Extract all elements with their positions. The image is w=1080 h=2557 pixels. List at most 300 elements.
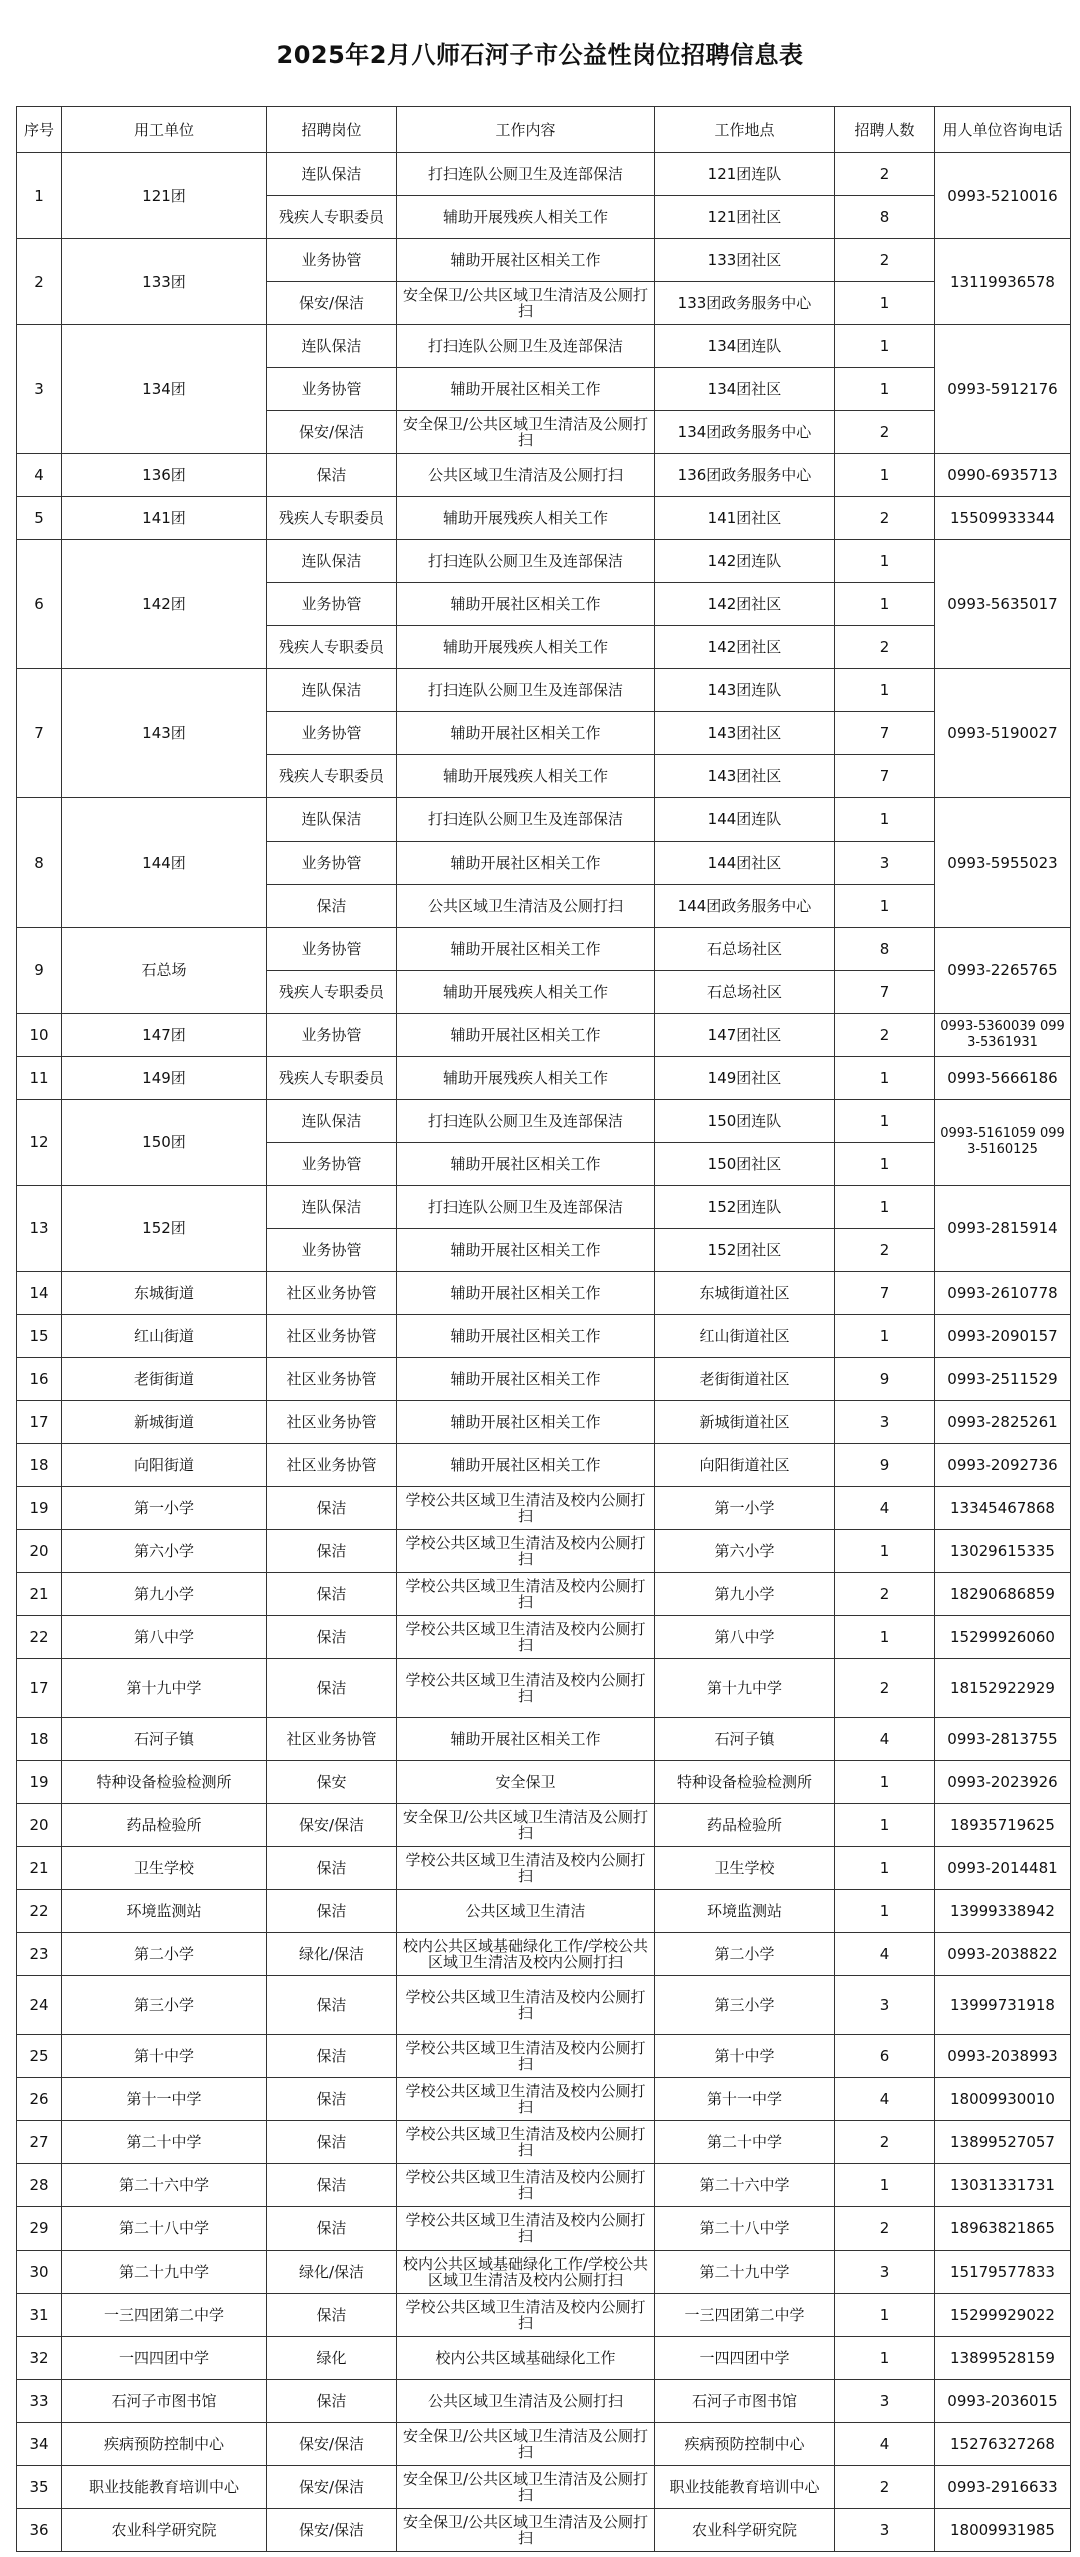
position-cell: 保洁: [267, 1530, 397, 1573]
position-cell: 连队保洁: [267, 153, 397, 196]
job-content-cell: 辅助开展社区相关工作: [397, 1142, 655, 1185]
position-cell: 保洁: [267, 1659, 397, 1718]
position-cell: 保洁: [267, 1573, 397, 1616]
row-number-cell: 30: [17, 2250, 62, 2293]
employer-cell: 老街街道: [62, 1357, 267, 1400]
work-location-cell: 第一小学: [655, 1486, 835, 1529]
headcount-cell: 4: [835, 1718, 935, 1761]
table-row: [17, 1890, 1071, 1933]
work-location-cell: 134团政务服务中心: [655, 411, 835, 454]
row-number-cell: 19: [17, 1486, 62, 1529]
table-row: [17, 1314, 1071, 1357]
job-content-cell: 安全保卫/公共区域卫生清洁及公厕打扫: [397, 2465, 655, 2508]
job-content-cell: 学校公共区域卫生清洁及校内公厕打扫: [397, 1530, 655, 1573]
job-content-cell: 打扫连队公厕卫生及连部保洁: [397, 669, 655, 712]
position-cell: 残疾人专职委员: [267, 196, 397, 239]
headcount-cell: 7: [835, 1271, 935, 1314]
position-cell: 保洁: [267, 2293, 397, 2336]
employer-cell: 向阳街道: [62, 1443, 267, 1486]
row-number-cell: 14: [17, 1271, 62, 1314]
position-cell: 保洁: [267, 2121, 397, 2164]
headcount-cell: 1: [835, 325, 935, 368]
work-location-cell: 150团社区: [655, 1142, 835, 1185]
employer-cell: 石河子市图书馆: [62, 2379, 267, 2422]
position-cell: 业务协管: [267, 927, 397, 970]
position-cell: 残疾人专职委员: [267, 970, 397, 1013]
header-cell: 招聘岗位: [267, 107, 397, 153]
position-cell: 保洁: [267, 1890, 397, 1933]
table-row: [17, 1933, 1071, 1976]
job-content-cell: 学校公共区域卫生清洁及校内公厕打扫: [397, 1976, 655, 2035]
position-cell: 残疾人专职委员: [267, 1056, 397, 1099]
headcount-cell: 1: [835, 454, 935, 497]
headcount-cell: 1: [835, 1890, 935, 1933]
work-location-cell: 老街街道社区: [655, 1357, 835, 1400]
table-row: [17, 798, 1071, 841]
position-cell: 绿化: [267, 2336, 397, 2379]
job-content-cell: 辅助开展社区相关工作: [397, 927, 655, 970]
work-location-cell: 第六小学: [655, 1530, 835, 1573]
contact-phone-cell: 0993-2916633: [935, 2465, 1071, 2508]
position-cell: 保洁: [267, 2207, 397, 2250]
table-row: [17, 2336, 1071, 2379]
row-number-cell: 5: [17, 497, 62, 540]
position-cell: 保安/保洁: [267, 2422, 397, 2465]
employer-cell: 第二十六中学: [62, 2164, 267, 2207]
job-content-cell: 学校公共区域卫生清洁及校内公厕打扫: [397, 2078, 655, 2121]
row-number-cell: 32: [17, 2336, 62, 2379]
row-number-cell: 16: [17, 1357, 62, 1400]
position-cell: 业务协管: [267, 1228, 397, 1271]
headcount-cell: 3: [835, 1400, 935, 1443]
contact-phone-cell: 15509933344: [935, 497, 1071, 540]
row-number-cell: 25: [17, 2035, 62, 2078]
table-row: [17, 540, 1071, 583]
work-location-cell: 136团政务服务中心: [655, 454, 835, 497]
contact-phone-cell: 13031331731: [935, 2164, 1071, 2207]
employer-cell: 第六小学: [62, 1530, 267, 1573]
headcount-cell: 3: [835, 2250, 935, 2293]
position-cell: 业务协管: [267, 841, 397, 884]
job-content-cell: 辅助开展社区相关工作: [397, 712, 655, 755]
headcount-cell: 2: [835, 497, 935, 540]
work-location-cell: 142团社区: [655, 583, 835, 626]
row-number-cell: 36: [17, 2508, 62, 2551]
job-content-cell: 辅助开展残疾人相关工作: [397, 626, 655, 669]
position-cell: 绿化/保洁: [267, 2250, 397, 2293]
job-content-cell: 打扫连队公厕卫生及连部保洁: [397, 1099, 655, 1142]
work-location-cell: 疾病预防控制中心: [655, 2422, 835, 2465]
work-location-cell: 石总场社区: [655, 927, 835, 970]
position-cell: 保洁: [267, 2379, 397, 2422]
employer-cell: 第十九中学: [62, 1659, 267, 1718]
contact-phone-cell: 15276327268: [935, 2422, 1071, 2465]
position-cell: 业务协管: [267, 712, 397, 755]
employer-cell: 143团: [62, 669, 267, 798]
position-cell: 保洁: [267, 1486, 397, 1529]
position-cell: 业务协管: [267, 1142, 397, 1185]
headcount-cell: 7: [835, 970, 935, 1013]
headcount-cell: 4: [835, 2422, 935, 2465]
row-number-cell: 20: [17, 1804, 62, 1847]
contact-phone-cell: 18935719625: [935, 1804, 1071, 1847]
job-content-cell: 打扫连队公厕卫生及连部保洁: [397, 1185, 655, 1228]
job-content-cell: 安全保卫/公共区域卫生清洁及公厕打扫: [397, 282, 655, 325]
row-number-cell: 27: [17, 2121, 62, 2164]
job-content-cell: 辅助开展社区相关工作: [397, 1443, 655, 1486]
employer-cell: 第二十中学: [62, 2121, 267, 2164]
job-content-cell: 辅助开展社区相关工作: [397, 1357, 655, 1400]
employer-cell: 农业科学研究院: [62, 2508, 267, 2551]
headcount-cell: 2: [835, 2465, 935, 2508]
work-location-cell: 143团连队: [655, 669, 835, 712]
row-number-cell: 7: [17, 669, 62, 798]
job-content-cell: 学校公共区域卫生清洁及校内公厕打扫: [397, 2293, 655, 2336]
employer-cell: 第十一中学: [62, 2078, 267, 2121]
row-number-cell: 19: [17, 1761, 62, 1804]
work-location-cell: 144团政务服务中心: [655, 884, 835, 927]
header-cell: 招聘人数: [835, 107, 935, 153]
header-cell: 用工单位: [62, 107, 267, 153]
position-cell: 业务协管: [267, 583, 397, 626]
headcount-cell: 1: [835, 583, 935, 626]
table-row: [17, 927, 1071, 970]
contact-phone-cell: 0993-5666186: [935, 1056, 1071, 1099]
row-number-cell: 24: [17, 1976, 62, 2035]
contact-phone-cell: 0993-2014481: [935, 1847, 1071, 1890]
row-number-cell: 18: [17, 1443, 62, 1486]
position-cell: 残疾人专职委员: [267, 497, 397, 540]
table-row: [17, 2207, 1071, 2250]
row-number-cell: 1: [17, 153, 62, 239]
job-content-cell: 公共区域卫生清洁及公厕打扫: [397, 454, 655, 497]
row-number-cell: 26: [17, 2078, 62, 2121]
headcount-cell: 1: [835, 1185, 935, 1228]
table-row: [17, 2121, 1071, 2164]
contact-phone-cell: 0993-2038822: [935, 1933, 1071, 1976]
work-location-cell: 121团连队: [655, 153, 835, 196]
position-cell: 保安/保洁: [267, 411, 397, 454]
table-row: [17, 1056, 1071, 1099]
employer-cell: 121团: [62, 153, 267, 239]
headcount-cell: 1: [835, 1142, 935, 1185]
headcount-cell: 1: [835, 368, 935, 411]
employer-cell: 石河子镇: [62, 1718, 267, 1761]
job-content-cell: 辅助开展残疾人相关工作: [397, 1056, 655, 1099]
headcount-cell: 2: [835, 626, 935, 669]
job-content-cell: 打扫连队公厕卫生及连部保洁: [397, 153, 655, 196]
table-row: [17, 1486, 1071, 1529]
work-location-cell: 第八中学: [655, 1616, 835, 1659]
work-location-cell: 第二十中学: [655, 2121, 835, 2164]
job-content-cell: 校内公共区域基础绿化工作: [397, 2336, 655, 2379]
position-cell: 保安/保洁: [267, 2465, 397, 2508]
work-location-cell: 东城街道社区: [655, 1271, 835, 1314]
job-content-cell: 学校公共区域卫生清洁及校内公厕打扫: [397, 2035, 655, 2078]
job-content-cell: 辅助开展社区相关工作: [397, 1013, 655, 1056]
row-number-cell: 22: [17, 1616, 62, 1659]
job-content-cell: 公共区域卫生清洁及公厕打扫: [397, 2379, 655, 2422]
work-location-cell: 第二十六中学: [655, 2164, 835, 2207]
position-cell: 连队保洁: [267, 669, 397, 712]
work-location-cell: 143团社区: [655, 712, 835, 755]
position-cell: 保洁: [267, 2078, 397, 2121]
work-location-cell: 第二十九中学: [655, 2250, 835, 2293]
job-content-cell: 辅助开展社区相关工作: [397, 1314, 655, 1357]
table-row: [17, 239, 1071, 282]
headcount-cell: 3: [835, 841, 935, 884]
employer-cell: 152团: [62, 1185, 267, 1271]
work-location-cell: 142团连队: [655, 540, 835, 583]
row-number-cell: 4: [17, 454, 62, 497]
contact-phone-cell: 0993-2813755: [935, 1718, 1071, 1761]
contact-phone-cell: 18009930010: [935, 2078, 1071, 2121]
job-content-cell: 公共区域卫生清洁及公厕打扫: [397, 884, 655, 927]
contact-phone-cell: 0993-2092736: [935, 1443, 1071, 1486]
work-location-cell: 121团社区: [655, 196, 835, 239]
employer-cell: 石总场: [62, 927, 267, 1013]
position-cell: 连队保洁: [267, 325, 397, 368]
contact-phone-cell: 13119936578: [935, 239, 1071, 325]
contact-phone-cell: 0993-2610778: [935, 1271, 1071, 1314]
employer-cell: 150团: [62, 1099, 267, 1185]
contact-phone-cell: 0993-2038993: [935, 2035, 1071, 2078]
row-number-cell: 6: [17, 540, 62, 669]
employer-cell: 药品检验所: [62, 1804, 267, 1847]
headcount-cell: 1: [835, 1099, 935, 1142]
table-header-row: [17, 107, 1071, 153]
row-number-cell: 20: [17, 1530, 62, 1573]
work-location-cell: 石总场社区: [655, 970, 835, 1013]
headcount-cell: 2: [835, 239, 935, 282]
contact-phone-cell: 0993-5955023: [935, 798, 1071, 927]
work-location-cell: 第十一中学: [655, 2078, 835, 2121]
job-content-cell: 辅助开展社区相关工作: [397, 841, 655, 884]
employer-cell: 第二十九中学: [62, 2250, 267, 2293]
contact-phone-cell: 15299929022: [935, 2293, 1071, 2336]
table-row: [17, 2465, 1071, 2508]
employer-cell: 142团: [62, 540, 267, 669]
employer-cell: 环境监测站: [62, 1890, 267, 1933]
job-content-cell: 辅助开展社区相关工作: [397, 239, 655, 282]
headcount-cell: 3: [835, 2379, 935, 2422]
work-location-cell: 134团社区: [655, 368, 835, 411]
page-title: 2025年2月八师石河子市公益性岗位招聘信息表: [276, 41, 804, 69]
headcount-cell: 2: [835, 2121, 935, 2164]
position-cell: 保洁: [267, 1847, 397, 1890]
table-row: [17, 669, 1071, 712]
work-location-cell: 144团连队: [655, 798, 835, 841]
position-cell: 连队保洁: [267, 798, 397, 841]
job-content-cell: 安全保卫/公共区域卫生清洁及公厕打扫: [397, 2508, 655, 2551]
employer-cell: 第三小学: [62, 1976, 267, 2035]
employer-cell: 147团: [62, 1013, 267, 1056]
position-cell: 保洁: [267, 2035, 397, 2078]
work-location-cell: 第十中学: [655, 2035, 835, 2078]
row-number-cell: 23: [17, 1933, 62, 1976]
table-row: [17, 454, 1071, 497]
headcount-cell: 7: [835, 755, 935, 798]
position-cell: 绿化/保洁: [267, 1933, 397, 1976]
position-cell: 业务协管: [267, 368, 397, 411]
contact-phone-cell: 0993-5190027: [935, 669, 1071, 798]
table-row: [17, 2078, 1071, 2121]
contact-phone-cell: 18009931985: [935, 2508, 1071, 2551]
employer-cell: 一四四团中学: [62, 2336, 267, 2379]
header-cell: 工作地点: [655, 107, 835, 153]
employer-cell: 第八中学: [62, 1616, 267, 1659]
row-number-cell: 9: [17, 927, 62, 1013]
position-cell: 连队保洁: [267, 1185, 397, 1228]
job-content-cell: 校内公共区域基础绿化工作/学校公共区域卫生清洁及校内公厕打扫: [397, 1933, 655, 1976]
headcount-cell: 2: [835, 1659, 935, 1718]
table-row: [17, 2164, 1071, 2207]
contact-phone-cell: 13999338942: [935, 1890, 1071, 1933]
headcount-cell: 2: [835, 1573, 935, 1616]
job-content-cell: 辅助开展残疾人相关工作: [397, 970, 655, 1013]
work-location-cell: 150团连队: [655, 1099, 835, 1142]
position-cell: 社区业务协管: [267, 1357, 397, 1400]
headcount-cell: 1: [835, 2164, 935, 2207]
job-content-cell: 学校公共区域卫生清洁及校内公厕打扫: [397, 1573, 655, 1616]
job-content-cell: 辅助开展残疾人相关工作: [397, 755, 655, 798]
work-location-cell: 152团连队: [655, 1185, 835, 1228]
contact-phone-cell: 13345467868: [935, 1486, 1071, 1529]
work-location-cell: 142团社区: [655, 626, 835, 669]
table-row: [17, 497, 1071, 540]
contact-phone-cell: 0993-5210016: [935, 153, 1071, 239]
contact-phone-cell: 15299926060: [935, 1616, 1071, 1659]
job-content-cell: 辅助开展社区相关工作: [397, 1718, 655, 1761]
table-row: [17, 1185, 1071, 1228]
headcount-cell: 6: [835, 2035, 935, 2078]
table-row: [17, 1659, 1071, 1718]
work-location-cell: 一四四团中学: [655, 2336, 835, 2379]
employer-cell: 136团: [62, 454, 267, 497]
row-number-cell: 12: [17, 1099, 62, 1185]
position-cell: 社区业务协管: [267, 1443, 397, 1486]
table-row: [17, 1616, 1071, 1659]
position-cell: 社区业务协管: [267, 1271, 397, 1314]
headcount-cell: 1: [835, 1616, 935, 1659]
row-number-cell: 33: [17, 2379, 62, 2422]
headcount-cell: 4: [835, 1933, 935, 1976]
headcount-cell: 1: [835, 1530, 935, 1573]
position-cell: 保安/保洁: [267, 1804, 397, 1847]
table-row: [17, 325, 1071, 368]
work-location-cell: 石河子镇: [655, 1718, 835, 1761]
work-location-cell: 一三四团第二中学: [655, 2293, 835, 2336]
work-location-cell: 133团社区: [655, 239, 835, 282]
position-cell: 保安/保洁: [267, 2508, 397, 2551]
contact-phone-cell: 0993-5912176: [935, 325, 1071, 454]
row-number-cell: 3: [17, 325, 62, 454]
headcount-cell: 8: [835, 196, 935, 239]
job-content-cell: 安全保卫/公共区域卫生清洁及公厕打扫: [397, 411, 655, 454]
work-location-cell: 药品检验所: [655, 1804, 835, 1847]
contact-phone-cell: 0993-5360039 0993-5361931: [935, 1013, 1071, 1056]
job-content-cell: 学校公共区域卫生清洁及校内公厕打扫: [397, 2121, 655, 2164]
job-content-cell: 安全保卫/公共区域卫生清洁及公厕打扫: [397, 2422, 655, 2465]
work-location-cell: 141团社区: [655, 497, 835, 540]
work-location-cell: 环境监测站: [655, 1890, 835, 1933]
contact-phone-cell: 13999731918: [935, 1976, 1071, 2035]
work-location-cell: 向阳街道社区: [655, 1443, 835, 1486]
employer-cell: 特种设备检验检测所: [62, 1761, 267, 1804]
row-number-cell: 11: [17, 1056, 62, 1099]
job-content-cell: 公共区域卫生清洁: [397, 1890, 655, 1933]
table-row: [17, 2422, 1071, 2465]
table-row: [17, 1013, 1071, 1056]
work-location-cell: 新城街道社区: [655, 1400, 835, 1443]
employer-cell: 第一小学: [62, 1486, 267, 1529]
table-row: [17, 2250, 1071, 2293]
employer-cell: 第十中学: [62, 2035, 267, 2078]
headcount-cell: 2: [835, 153, 935, 196]
headcount-cell: 1: [835, 540, 935, 583]
job-content-cell: 学校公共区域卫生清洁及校内公厕打扫: [397, 2164, 655, 2207]
job-content-cell: 辅助开展社区相关工作: [397, 368, 655, 411]
headcount-cell: 2: [835, 1228, 935, 1271]
row-number-cell: 29: [17, 2207, 62, 2250]
position-cell: 保洁: [267, 1616, 397, 1659]
work-location-cell: 石河子市图书馆: [655, 2379, 835, 2422]
work-location-cell: 职业技能教育培训中心: [655, 2465, 835, 2508]
job-content-cell: 校内公共区域基础绿化工作/学校公共区域卫生清洁及校内公厕打扫: [397, 2250, 655, 2293]
table-row: [17, 2508, 1071, 2551]
table-row: [17, 2293, 1071, 2336]
row-number-cell: 17: [17, 1659, 62, 1718]
contact-phone-cell: 0993-2265765: [935, 927, 1071, 1013]
job-content-cell: 学校公共区域卫生清洁及校内公厕打扫: [397, 2207, 655, 2250]
contact-phone-cell: 0993-5635017: [935, 540, 1071, 669]
work-location-cell: 第九小学: [655, 1573, 835, 1616]
contact-phone-cell: 0993-2036015: [935, 2379, 1071, 2422]
job-content-cell: 学校公共区域卫生清洁及校内公厕打扫: [397, 1659, 655, 1718]
employer-cell: 149团: [62, 1056, 267, 1099]
row-number-cell: 8: [17, 798, 62, 927]
headcount-cell: 1: [835, 282, 935, 325]
work-location-cell: 147团社区: [655, 1013, 835, 1056]
row-number-cell: 34: [17, 2422, 62, 2465]
row-number-cell: 28: [17, 2164, 62, 2207]
job-content-cell: 学校公共区域卫生清洁及校内公厕打扫: [397, 1486, 655, 1529]
employer-cell: 一三四团第二中学: [62, 2293, 267, 2336]
job-content-cell: 辅助开展社区相关工作: [397, 1271, 655, 1314]
headcount-cell: 2: [835, 411, 935, 454]
job-content-cell: 安全保卫: [397, 1761, 655, 1804]
headcount-cell: 4: [835, 2078, 935, 2121]
job-content-cell: 辅助开展社区相关工作: [397, 1400, 655, 1443]
headcount-cell: 9: [835, 1443, 935, 1486]
position-cell: 社区业务协管: [267, 1400, 397, 1443]
headcount-cell: 1: [835, 1056, 935, 1099]
work-location-cell: 149团社区: [655, 1056, 835, 1099]
position-cell: 连队保洁: [267, 1099, 397, 1142]
work-location-cell: 152团社区: [655, 1228, 835, 1271]
headcount-cell: 1: [835, 798, 935, 841]
table-row: [17, 1847, 1071, 1890]
employer-cell: 第二十八中学: [62, 2207, 267, 2250]
work-location-cell: 第二小学: [655, 1933, 835, 1976]
table-body: [17, 153, 1071, 2552]
table-row: [17, 1357, 1071, 1400]
headcount-cell: 1: [835, 2293, 935, 2336]
row-number-cell: 15: [17, 1314, 62, 1357]
row-number-cell: 22: [17, 1890, 62, 1933]
row-number-cell: 10: [17, 1013, 62, 1056]
work-location-cell: 134团连队: [655, 325, 835, 368]
